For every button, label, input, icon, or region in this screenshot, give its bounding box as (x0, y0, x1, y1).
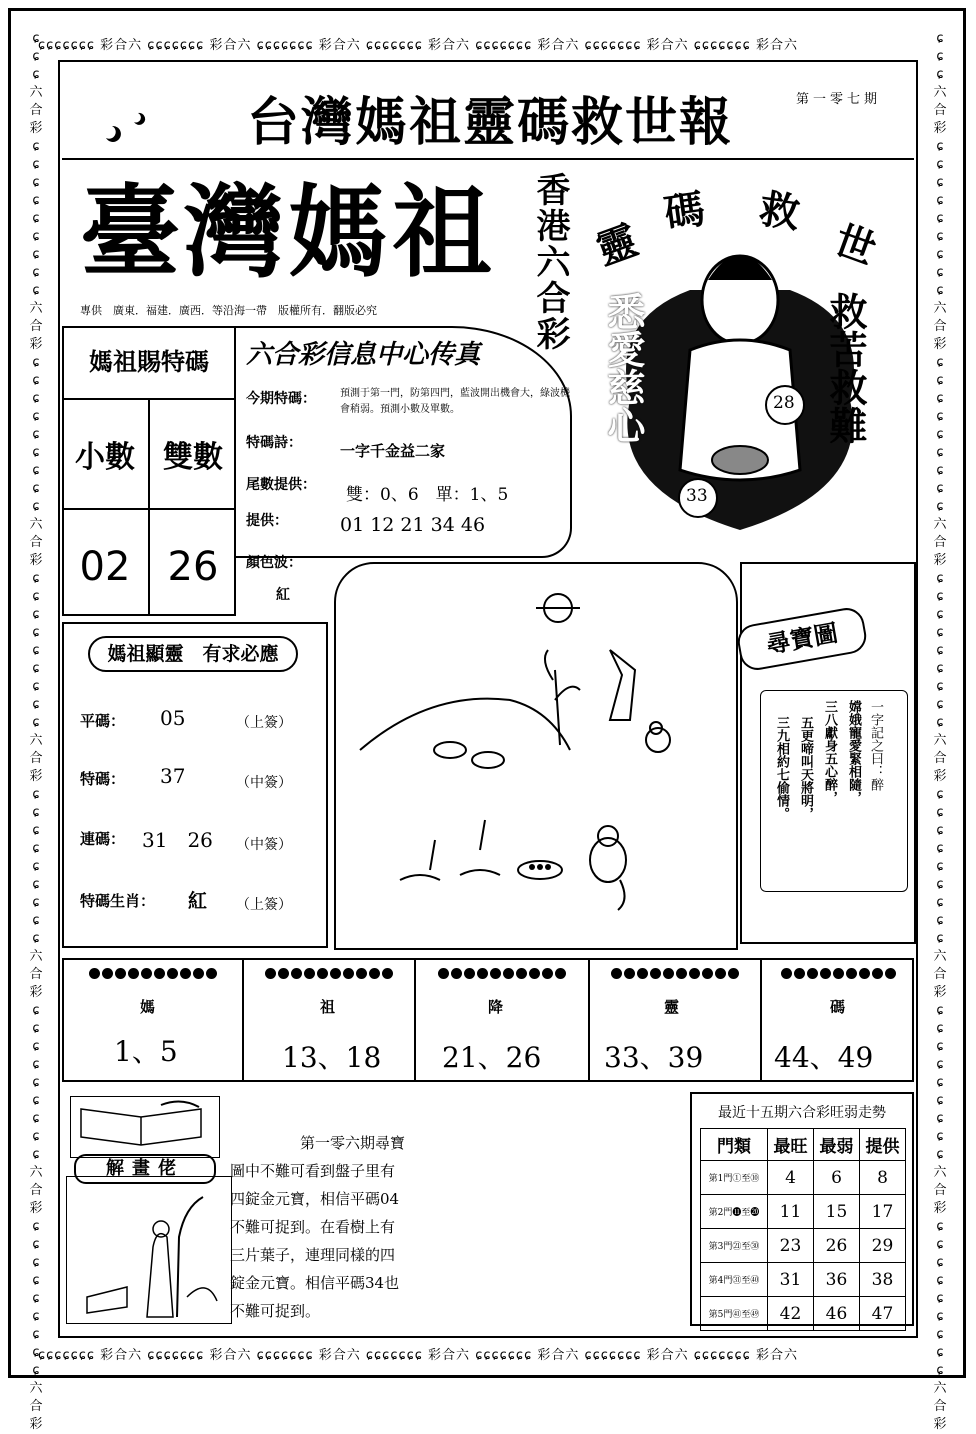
trend-min: 26 (814, 1229, 860, 1263)
special-num2: 26 (167, 544, 219, 590)
band-label-1: 媽 (140, 998, 156, 1016)
info-value-5: 紅 (276, 587, 290, 603)
band-numbers-2: 13、18 (282, 1041, 382, 1074)
deity-arc-char-3: 救 (756, 186, 803, 238)
trend-door: 第3門㉑至㉚ (701, 1229, 768, 1263)
explain-line-5: 三片葉子，連理同樣的四 (230, 1246, 396, 1264)
special-divider-mid (62, 508, 236, 510)
band-divider-4 (760, 958, 762, 1082)
top-border-text: ɕɕɕɕɕɕɕ 彩合六 ɕɕɕɕɕɕɕ 彩合六 ɕɕɕɕɕɕɕ 彩合六 ɕɕɕɕɕɕɕ 彩合六 ɕɕɕɕɕɕɕ 彩合六 ɕɕɕɕɕɕɕ 彩合六 ɕɕɕɕɕɕɕ 彩合六 (38, 38, 798, 53)
answer-tag-4: （上簽） (236, 897, 292, 913)
explain-line-2: 圖中不難可看到盤子里有 (230, 1162, 396, 1180)
trend-max: 31 (768, 1263, 814, 1297)
explain-book-illustration (70, 1096, 220, 1158)
trend-min: 46 (814, 1297, 860, 1331)
trend-offer: 29 (860, 1229, 906, 1263)
info-title: 六合彩信息中心传真 (246, 340, 481, 370)
trend-header-door: 門類 (701, 1129, 768, 1161)
trend-header-min: 最弱 (814, 1129, 860, 1161)
answer-label-1: 平碼： (80, 712, 126, 730)
trend-offer: 8 (860, 1161, 906, 1195)
info-label-5: 顏色波： (246, 555, 302, 571)
band-label-5: 碼 (830, 998, 846, 1016)
trend-door: 第1門①至⑩ (701, 1161, 768, 1195)
answer-value-2: 37 (160, 764, 186, 788)
trend-row (701, 1161, 906, 1195)
trend-offer: 17 (860, 1195, 906, 1229)
special-col2-label: 雙數 (163, 440, 223, 475)
explain-line-4: 不難可捉到。在看樹上有 (230, 1218, 396, 1236)
explain-line-7: 不難可捉到。 (230, 1302, 321, 1320)
answer-value-4: 紅 (188, 890, 208, 912)
special-col1-label: 小數 (75, 440, 135, 475)
trend-door: 第4門㉛至㊵ (701, 1263, 768, 1297)
trend-offer: 38 (860, 1263, 906, 1297)
moon-icon (96, 108, 156, 152)
band-divider-2 (414, 958, 416, 1082)
answer-tag-2: （中簽） (236, 775, 292, 791)
explain-line-3: 四錠金元寶，相信平碼04 (230, 1190, 400, 1208)
masthead-vertical: 香港六合彩 (530, 172, 570, 352)
band-balls-4 (592, 964, 758, 983)
trend-header-offer: 提供 (860, 1129, 906, 1161)
band-numbers-1: 1、5 (114, 1035, 178, 1068)
deity-arc-char-2: 碼 (661, 186, 708, 238)
band-balls-5 (764, 964, 912, 983)
trend-max: 11 (768, 1195, 814, 1229)
special-num1: 02 (79, 544, 131, 590)
trend-min: 15 (814, 1195, 860, 1229)
trend-header-row (701, 1129, 906, 1161)
trend-max: 42 (768, 1297, 814, 1331)
answer-label-3: 連碼： (80, 830, 126, 848)
band-numbers-3: 21、26 (442, 1041, 542, 1074)
trend-min: 6 (814, 1161, 860, 1195)
trend-door: 第5門㊶至㊾ (701, 1297, 768, 1331)
answer-value-3: 31 26 (142, 828, 213, 852)
trend-max: 4 (768, 1161, 814, 1195)
left-border-text: ɕ ɕ ɕ 六 合 彩 ɕ ɕ ɕ ɕ ɕ ɕ ɕ ɕ ɕ 六 合 彩 ɕ ɕ ɕ ɕ ɕ ɕ ɕ ɕ ɕ 六 合 彩 ɕ ɕ ɕ ɕ ɕ ɕ ɕ ɕ ɕ 六 合 彩 ɕ ɕ ɕ ɕ ɕ ɕ ɕ ɕ ɕ 六 合 彩 ɕ ɕ ɕ ɕ ɕ ɕ ɕ ɕ ɕ 六 合 彩 ɕ ɕ ɕ ɕ ɕ ɕ ɕ ɕ ɕ 六 合 彩 (29, 31, 43, 1432)
info-label-4: 提供： (246, 513, 288, 529)
treasure-poem-col-3: 三八獻身五心醉， (822, 700, 837, 804)
treasure-picture (340, 580, 732, 944)
trend-title: 最近十五期六合彩旺弱走勢 (718, 1105, 886, 1121)
band-numbers-5: 44、49 (774, 1041, 874, 1074)
deity-left-text: 悉愛慈心 (601, 292, 645, 444)
page-title: 台灣媽祖靈碼救世報 (246, 93, 733, 153)
explain-badge: 解畫佬 (74, 1154, 216, 1184)
band-balls-3 (418, 964, 586, 983)
deity-number-2: 33 (686, 486, 708, 506)
explain-line-1: 第一零六期尋寶 (300, 1134, 406, 1152)
trend-row (701, 1229, 906, 1263)
special-title: 媽祖賜特碼 (89, 348, 209, 376)
trend-max: 23 (768, 1229, 814, 1263)
band-numbers-4: 33、39 (604, 1041, 704, 1074)
treasure-poem-col-5: 三九相約七偷情。 (774, 716, 789, 820)
bottom-border-text: ɕɕɕɕɕɕɕ 彩合六 ɕɕɕɕɕɕɕ 彩合六 ɕɕɕɕɕɕɕ 彩合六 ɕɕɕɕɕɕɕ 彩合六 ɕɕɕɕɕɕɕ 彩合六 ɕɕɕɕɕɕɕ 彩合六 ɕɕɕɕɕɕɕ 彩合六 (38, 1348, 798, 1363)
explain-line-6: 錠金元寶。相信平碼34也 (230, 1274, 400, 1292)
trend-row (701, 1297, 906, 1331)
band-divider-3 (588, 958, 590, 1082)
treasure-poem-col-1: 一字記之曰：醉 (868, 700, 883, 791)
treasure-poem-col-2: 嫦娥寵愛緊相隨， (846, 700, 861, 804)
answer-label-2: 特碼： (80, 770, 126, 788)
answer-value-1: 05 (160, 706, 186, 730)
right-border-text: ɕ ɕ ɕ 六 合 彩 ɕ ɕ ɕ ɕ ɕ ɕ ɕ ɕ ɕ 六 合 彩 ɕ ɕ ɕ ɕ ɕ ɕ ɕ ɕ ɕ 六 合 彩 ɕ ɕ ɕ ɕ ɕ ɕ ɕ ɕ ɕ 六 合 彩 ɕ ɕ ɕ ɕ ɕ ɕ ɕ ɕ ɕ 六 合 彩 ɕ ɕ ɕ ɕ ɕ ɕ ɕ ɕ ɕ 六 合 彩 ɕ ɕ ɕ ɕ ɕ ɕ ɕ ɕ ɕ 六 合 彩 (933, 31, 947, 1432)
masthead-title: 臺灣媽祖 (80, 174, 496, 291)
band-label-2: 祖 (320, 998, 336, 1016)
trend-min: 36 (814, 1263, 860, 1297)
trend-row (701, 1195, 906, 1229)
answer-tag-3: （中簽） (236, 837, 292, 853)
band-divider-1 (242, 958, 244, 1082)
treasure-poem-col-4: 五更啼叫天將明， (798, 716, 813, 820)
trend-table (700, 1128, 906, 1331)
trend-door: 第2門⓫至⓴ (701, 1195, 768, 1229)
band-balls-2 (246, 964, 412, 983)
deity-number-1: 28 (773, 393, 795, 413)
issue-number: 第一零七期 (796, 92, 882, 107)
info-value-4: 01 12 21 34 46 (340, 514, 486, 536)
deity-right-text: 救苦救難 (823, 292, 867, 444)
answer-label-4: 特碼生肖： (80, 892, 156, 910)
answer-title: 媽祖顯靈 有求必應 (88, 636, 298, 672)
trend-header-max: 最旺 (768, 1129, 814, 1161)
band-label-3: 降 (488, 998, 504, 1016)
treasure-title: 尋寶圖 (735, 605, 869, 673)
info-label-1: 今期特碼： (246, 391, 316, 407)
info-value-2: 一字千金益二家 (340, 442, 446, 460)
info-value-1: 預測于第一門，防第四門，藍波開出機會大，綠波機會稍弱。預測小數及單數。 (340, 388, 570, 415)
band-balls-1 (66, 964, 240, 983)
info-label-2: 特碼詩： (246, 435, 302, 451)
answer-tag-1: （上簽） (236, 715, 292, 731)
trend-row (701, 1263, 906, 1297)
deity-arc-char-1: 靈 (590, 217, 644, 275)
deity-arc-char-4: 世 (828, 217, 882, 275)
explain-sage-illustration (66, 1176, 232, 1324)
trend-offer: 47 (860, 1297, 906, 1331)
band-label-4: 靈 (664, 998, 680, 1016)
distribution-line: 專供 廣東．福建．廣西．等沿海一帶 版權所有．翻版必究 (80, 304, 377, 317)
info-label-3: 尾數提供： (246, 477, 316, 493)
info-value-3: 雙：0、6 單：1、5 (346, 485, 509, 505)
